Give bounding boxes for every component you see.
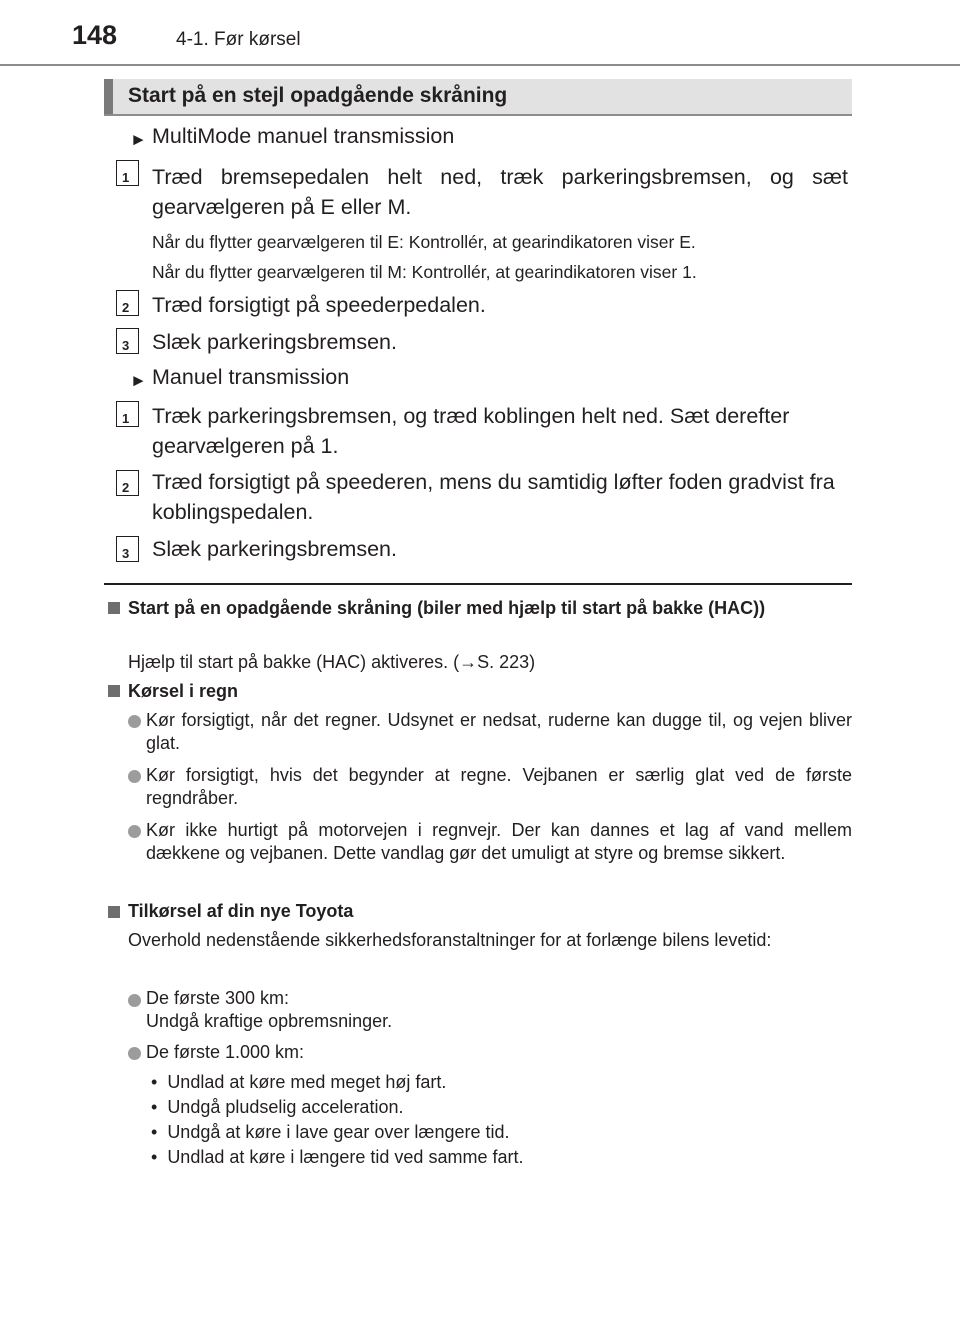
square-bullet-icon bbox=[108, 906, 120, 918]
divider bbox=[104, 583, 852, 585]
step-badge: 3 bbox=[116, 328, 139, 354]
multimode-heading: MultiMode manuel transmission bbox=[152, 124, 455, 148]
rain-item: Kør forsigtigt, hvis det begynder at regne. Vejbanen er særlig glat ved de første regndråber. bbox=[146, 765, 852, 808]
hac-heading: Start på en opadgående skråning (biler med hjælp til start på bakke (HAC)) bbox=[128, 598, 766, 618]
list-item: • Undgå pludselig acceleration. bbox=[146, 1097, 404, 1117]
circle-bullet-icon bbox=[128, 994, 141, 1007]
list-item: • Undgå at køre i lave gear over længere tid. bbox=[146, 1122, 510, 1142]
multimode-note2: Når du flytter gearvælgeren til M: Kontrollér, at gearindikatoren viser 1. bbox=[152, 262, 697, 282]
list-item: • Undlad at køre med meget høj fart. bbox=[146, 1072, 447, 1092]
page-number: 148 bbox=[72, 20, 118, 50]
step-badge: 2 bbox=[116, 290, 139, 316]
rain-item: Kør forsigtigt, når det regner. Udsynet er nedsat, ruderne kan dugge til, og vejen bliver glat. bbox=[146, 710, 852, 753]
hac-text: Hjælp til start på bakke (HAC) aktiveres. (→S. 223) bbox=[128, 652, 536, 672]
arrow-icon: ► bbox=[130, 371, 147, 390]
square-bullet-icon bbox=[108, 685, 120, 697]
circle-bullet-icon bbox=[128, 770, 141, 783]
first1000-label: De første 1.000 km: bbox=[146, 1042, 305, 1062]
circle-bullet-icon bbox=[128, 1047, 141, 1060]
manual-step2: Træd forsigtigt på speederen, mens du samtidig løfter foden gradvist fra koblingspedalen. bbox=[152, 470, 835, 524]
step-badge: 3 bbox=[116, 536, 139, 562]
breakin-heading: Tilkørsel af din nye Toyota bbox=[128, 901, 354, 921]
first300-text: Undgå kraftige opbremsninger. bbox=[146, 1011, 393, 1031]
multimode-step3: Slæk parkeringsbremsen. bbox=[152, 330, 397, 354]
section-title: Start på en stejl opadgående skråning bbox=[128, 84, 508, 107]
header-rule bbox=[0, 64, 960, 66]
square-bullet-icon bbox=[108, 602, 120, 614]
section-header bbox=[104, 79, 852, 116]
manual-step3: Slæk parkeringsbremsen. bbox=[152, 537, 397, 561]
multimode-step1: Træd bremsepedalen helt ned, træk parkeringsbremsen, og sæt gearvælgeren på E eller M. bbox=[152, 165, 848, 219]
first300-label: De første 300 km: bbox=[146, 988, 290, 1008]
multimode-note1: Når du flytter gearvælgeren til E: Kontrollér, at gearindikatoren viser E. bbox=[152, 232, 696, 252]
rain-item: Kør ikke hurtigt på motorvejen i regnvejr. Der kan dannes et lag af vand mellem dækkene og vejbanen. Dette vandlag gør det umuligt at styre og bremse sikkert. bbox=[146, 820, 852, 863]
manual-step1: Træk parkeringsbremsen, og træd koblingen helt ned. Sæt derefter gearvælgeren på 1. bbox=[152, 404, 790, 458]
chapter-title: 4-1. Før kørsel bbox=[176, 29, 301, 50]
circle-bullet-icon bbox=[128, 715, 141, 728]
rain-heading: Kørsel i regn bbox=[128, 681, 239, 701]
list-item: • Undlad at køre i længere tid ved samme fart. bbox=[146, 1147, 524, 1167]
step-badge: 1 bbox=[116, 401, 139, 427]
step-badge: 2 bbox=[116, 470, 139, 496]
section-bar bbox=[104, 79, 113, 114]
breakin-intro: Overhold nedenstående sikkerhedsforanstaltninger for at forlænge bilens levetid: bbox=[128, 930, 772, 950]
arrow-icon: ► bbox=[130, 130, 147, 149]
multimode-step2: Træd forsigtigt på speederpedalen. bbox=[152, 293, 486, 317]
circle-bullet-icon bbox=[128, 825, 141, 838]
step-badge: 1 bbox=[116, 160, 139, 186]
manual-heading: Manuel transmission bbox=[152, 365, 350, 389]
